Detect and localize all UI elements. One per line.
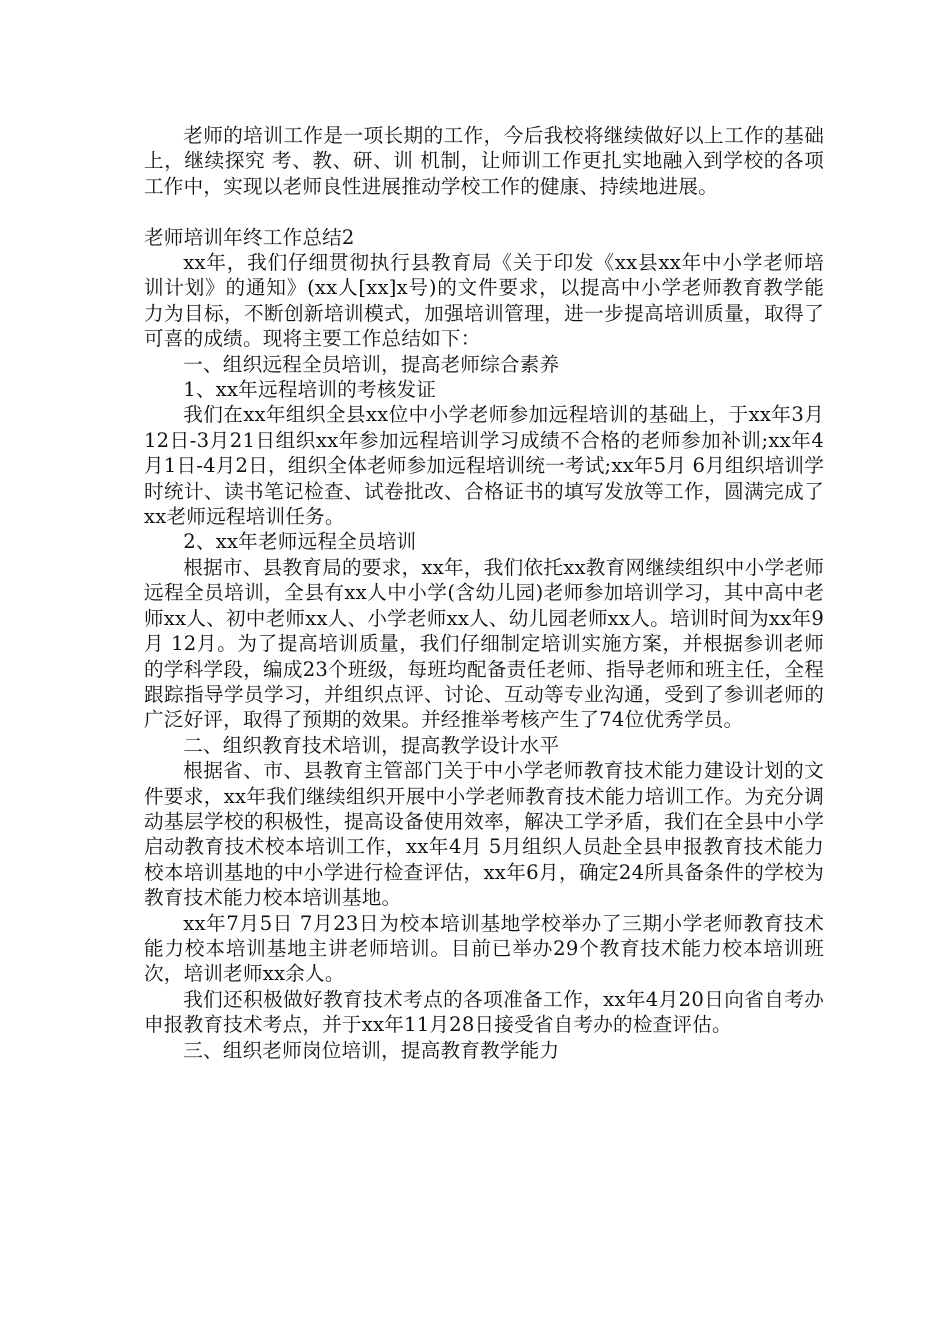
paragraph-overview: xx年，我们仔细贯彻执行县教育局《关于印发《xx县xx年中小学老师培训计划》的通知》(xx人[xx]x号)的文件要求，以提高中小学老师教育教学能力为目标，不断创新培训模式，加强培训管理，进一步提高培训质量，取得了可喜的成绩。现将主要工作总结如下： — [144, 251, 824, 351]
paragraph-edtech-plan: 根据省、市、县教育主管部门关于中小学老师教育技术能力建设计划的文件要求，xx年我们继续组织开展中小学老师教育技术能力培训工作。为充分调动基层学校的积极性，提高设备使用效率，解决工学矛盾，我们在全县中小学启动教育技术校本培训工作，xx年4月 5月组织人员赴全县申报教育技术能力校本培训基地的中小学进行检查评估，xx年6月，确定24所具备条件的学校为教育技术能力校本培训基地。 — [144, 759, 824, 910]
paragraph-full-staff-training: 根据市、县教育局的要求，xx年，我们依托xx教育网继续组织中小学老师远程全员培训，全县有xx人中小学(含幼儿园)老师参加培训学习，其中高中老师xx人、初中老师xx人、小学老师xx人、幼儿园老师xx人。培训时间为xx年9月 12月。为了提高培训质量，我们仔细制定培训实施方案，并根据参训老师的学科学段，编成23个班级，每班均配备责任老师、指导老师和班主任，全程跟踪指导学员学习，并组织点评、讨论、互动等专业沟通，受到了参训老师的广泛好评，取得了预期的效果。并经推举考核产生了74位优秀学员。 — [144, 555, 824, 732]
section-title: 老师培训年终工作总结2 — [144, 225, 355, 249]
paragraph-exam-center: 我们还积极做好教育技术考点的各项准备工作，xx年4月20日向省自考办申报教育技术考点，并于xx年11月28日接受省自考办的检查评估。 — [144, 987, 824, 1037]
document-body — [144, 123, 824, 1063]
paragraph-gap — [144, 199, 824, 224]
paragraph-intro: 老师的培训工作是一项长期的工作，今后我校将继续做好以上工作的基础上，继续探究 考、教、研、训 机制，让师训工作更扎实地融入到学校的各项工作中，实现以老师良性进展推动学校工作的健康、持续地进展。 — [144, 124, 824, 198]
heading-remote-training: 一、组织远程全员培训，提高老师综合素养 — [183, 352, 560, 376]
heading-post-training: 三、组织老师岗位培训，提高教育教学能力 — [183, 1038, 560, 1062]
paragraph-certification: 我们在xx年组织全县xx位中小学老师参加远程培训的基础上，于xx年3月12日-3月21日组织xx年参加远程培训学习成绩不合格的老师参加补训;xx年4月1日-4月2日，组织全体老师参加远程培训统一考试;xx年5月 6月组织培训学时统计、读书笔记检查、试卷批改、合格证书的填写发放等工作，圆满完成了xx老师远程培训任务。 — [144, 403, 824, 529]
heading-edtech-training: 二、组织教育技术培训，提高教学设计水平 — [183, 733, 560, 757]
subheading-full-staff-training: 2、xx年老师远程全员培训 — [183, 530, 417, 554]
paragraph-edtech-sessions: xx年7月5日 7月23日为校本培训基地学校举办了三期小学老师教育技术能力校本培训基地主讲老师培训。目前已举办29个教育技术能力校本培训班次，培训老师xx余人。 — [144, 911, 824, 986]
subheading-certification: 1、xx年远程培训的考核发证 — [183, 378, 437, 402]
